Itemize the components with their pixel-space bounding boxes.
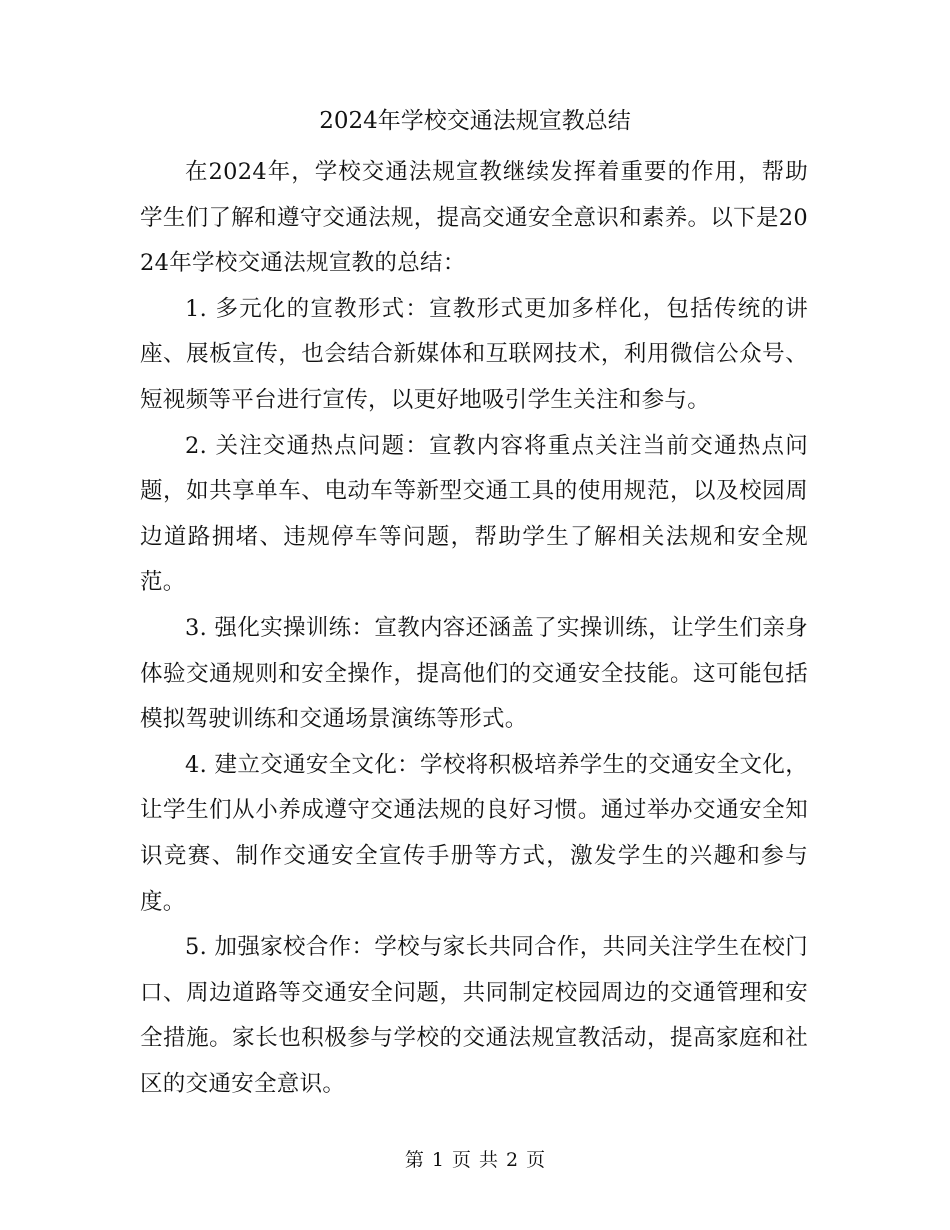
paragraph-item-5: 5. 加强家校合作：学校与家长共同合作，共同关注学生在校门口、周边道路等交通安全问题，共同制定校园周边的交通管理和安全措施。家长也积极参与学校的交通法规宣教活动，提高家庭和社区的交通安全意识。 bbox=[140, 934, 808, 1097]
document-title: 2024年学校交通法规宣教总结 bbox=[319, 108, 631, 134]
document-body bbox=[140, 150, 808, 1107]
intro-paragraph: 在2024年，学校交通法规宣教继续发挥着重要的作用，帮助学生们了解和遵守交通法规，提高交通安全意识和素养。以下是2024年学校交通法规宣教的总结： bbox=[140, 159, 808, 277]
paragraph-item-2: 2. 关注交通热点问题：宣教内容将重点关注当前交通热点问题，如共享单车、电动车等新型交通工具的使用规范，以及校园周边道路拥堵、违规停车等问题，帮助学生了解相关法规和安全规范。 bbox=[140, 432, 808, 596]
paragraph-item-4: 4. 建立交通安全文化：学校将积极培养学生的交通安全文化，让学生们从小养成遵守交通法规的良好习惯。通过举办交通安全知识竞赛、制作交通安全宣传手册等方式，激发学生的兴趣和参与度。 bbox=[140, 751, 808, 915]
page-footer: 第 1 页 共 2 页 bbox=[404, 1149, 546, 1171]
paragraph-item-3: 3. 强化实操训练：宣教内容还涵盖了实操训练，让学生们亲身体验交通规则和安全操作，提高他们的交通安全技能。这可能包括模拟驾驶训练和交通场景演练等形式。 bbox=[140, 614, 808, 733]
paragraph-item-1: 1. 多元化的宣教形式：宣教形式更加多样化，包括传统的讲座、展板宣传，也会结合新媒体和互联网技术，利用微信公众号、短视频等平台进行宣传，以更好地吸引学生关注和参与。 bbox=[140, 295, 808, 413]
